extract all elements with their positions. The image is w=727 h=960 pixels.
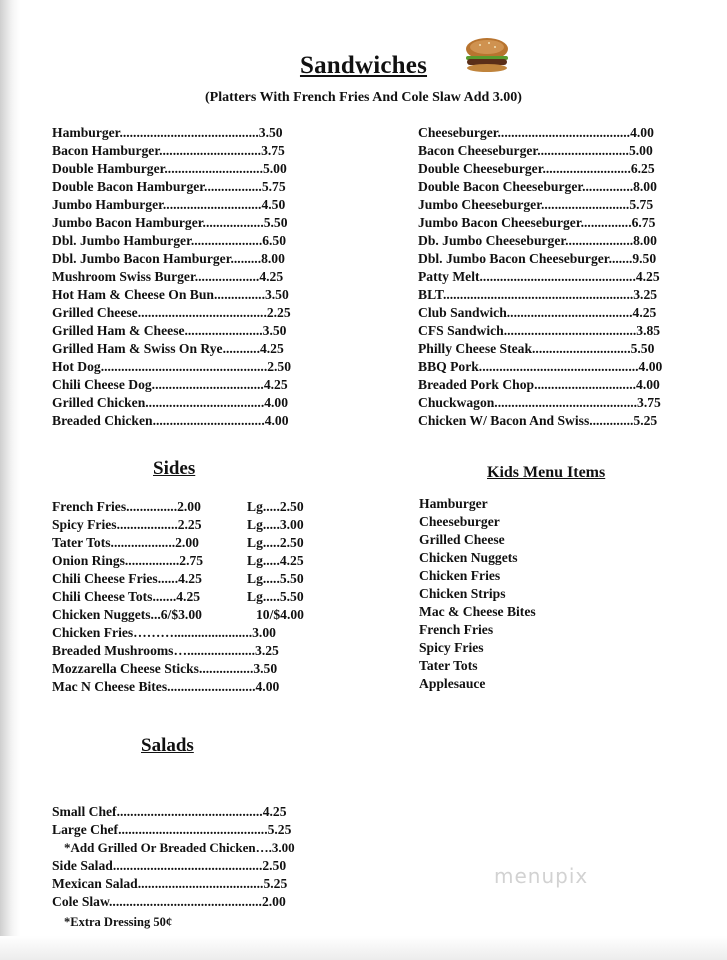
kids-item: Chicken Nuggets [419, 550, 518, 565]
menu-item-chicken-bacon-swiss: Chicken W/ Bacon And Swiss.............5.25 [418, 413, 658, 428]
kids-item: Spicy Fries [419, 640, 484, 655]
kids-item: Chicken Strips [419, 586, 506, 601]
side-item: Onion Rings................2.75 [52, 553, 204, 568]
sandwiches-title: Sandwiches [299, 52, 428, 79]
burger-icon [462, 37, 512, 73]
menu-item-philly-cheese-steak: Philly Cheese Steak.............................5.50 [418, 341, 655, 356]
menu-item-double-bacon-cheeseburger: Double Bacon Cheeseburger...............8.00 [418, 179, 657, 194]
side-item: French Fries...............2.00 [52, 499, 201, 514]
side-item-large: Lg.....5.50 [247, 589, 304, 604]
menu-item-dbl-jumbo-hamburger: Dbl. Jumbo Hamburger.....................6.50 [52, 233, 287, 248]
salad-item-side-salad: Side Salad............................................2.50 [52, 858, 287, 873]
menu-item-grilled-ham-swiss-rye: Grilled Ham & Swiss On Rye...........4.25 [52, 341, 284, 356]
menu-item-grilled-chicken: Grilled Chicken...................................4.00 [52, 395, 289, 410]
kids-item: Applesauce [419, 676, 486, 691]
platter-note: (Platters With French Fries And Cole Slaw Add 3.00) [205, 90, 522, 105]
menu-item-hot-dog: Hot Dog.................................................2.50 [52, 359, 292, 374]
salad-item-small-chef: Small Chef...........................................4.25 [52, 804, 287, 819]
menu-item-club-sandwich: Club Sandwich.....................................4.25 [418, 305, 657, 320]
menu-item-double-bacon-hamburger: Double Bacon Hamburger.................5.75 [52, 179, 286, 194]
kids-menu-heading: Kids Menu Items [487, 464, 606, 481]
kids-item: Chicken Fries [419, 568, 501, 583]
kids-item: French Fries [419, 622, 494, 637]
side-item: Mac N Cheese Bites..........................4.00 [52, 679, 280, 694]
menu-item-jumbo-hamburger: Jumbo Hamburger.............................4.50 [52, 197, 286, 212]
menu-item-double-hamburger: Double Hamburger.............................5.00 [52, 161, 287, 176]
kids-item: Hamburger [419, 496, 488, 511]
menu-item-cheeseburger: Cheeseburger.......................................4.00 [418, 125, 654, 140]
extra-dressing-note: *Extra Dressing 50¢ [64, 915, 173, 929]
side-item: Chicken Fries……….......................3.00 [52, 625, 276, 640]
menu-item-dbl-jumbo-bacon-hamburger: Dbl. Jumbo Bacon Hamburger.........8.00 [52, 251, 285, 266]
salads-heading: Salads [141, 735, 194, 756]
salad-item-mexican-salad: Mexican Salad.....................................5.25 [52, 876, 288, 891]
side-item: Mozzarella Cheese Sticks................3.50 [52, 661, 278, 676]
menu-item-bacon-cheeseburger: Bacon Cheeseburger...........................5.00 [418, 143, 653, 158]
side-item-large: Lg.....2.50 [247, 499, 304, 514]
page-shadow-edge [0, 0, 20, 960]
menu-item-grilled-cheese: Grilled Cheese......................................2.25 [52, 305, 291, 320]
salad-add-chicken-note: *Add Grilled Or Breaded Chicken….3.00 [64, 840, 295, 855]
menu-item-double-cheeseburger: Double Cheeseburger..........................6.25 [418, 161, 655, 176]
salad-item-cole-slaw: Cole Slaw.............................................2.00 [52, 894, 286, 909]
menu-item-jumbo-bacon-cheeseburger: Jumbo Bacon Cheeseburger...............6.75 [418, 215, 656, 230]
menu-item-blt: BLT........................................................3.25 [418, 287, 658, 302]
menu-item-jumbo-cheeseburger: Jumbo Cheeseburger..........................5.75 [418, 197, 654, 212]
menupix-watermark: menupix [494, 864, 589, 888]
menu-item-breaded-pork-chop: Breaded Pork Chop..............................4.00 [418, 377, 660, 392]
page-bottom-shadow [0, 936, 727, 960]
menu-item-breaded-chicken: Breaded Chicken.................................4.00 [52, 413, 289, 428]
side-item: Breaded Mushrooms…....................3.25 [52, 643, 279, 658]
side-item: Spicy Fries..................2.25 [52, 517, 202, 532]
menu-item-patty-melt: Patty Melt..............................................4.25 [418, 269, 660, 284]
menu-item-cfs-sandwich: CFS Sandwich.......................................3.85 [418, 323, 661, 338]
side-item-large: Lg.....5.50 [247, 571, 304, 586]
side-item: Chicken Nuggets...6/$3.00 [52, 607, 202, 622]
menu-item-mushroom-swiss-burger: Mushroom Swiss Burger...................4.25 [52, 269, 284, 284]
kids-item: Cheeseburger [419, 514, 500, 529]
menu-item-db-jumbo-cheeseburger: Db. Jumbo Cheeseburger....................8.00 [418, 233, 657, 248]
sides-heading: Sides [153, 458, 196, 479]
side-item-large: Lg.....2.50 [247, 535, 304, 550]
menu-item-dbl-jumbo-bacon-cheeseburger: Dbl. Jumbo Bacon Cheeseburger.......9.50 [418, 251, 657, 266]
menu-item-chili-cheese-dog: Chili Cheese Dog.................................4.25 [52, 377, 288, 392]
side-item: Chili Cheese Fries......4.25 [52, 571, 202, 586]
salad-item-large-chef: Large Chef............................................5.25 [52, 822, 292, 837]
side-item-large: Lg.....3.00 [247, 517, 304, 532]
menu-item-bacon-hamburger: Bacon Hamburger..............................3.75 [52, 143, 285, 158]
side-item-large: 10/$4.00 [256, 607, 304, 622]
menu-item-hamburger: Hamburger.........................................3.50 [52, 125, 283, 140]
kids-item: Tater Tots [419, 658, 478, 673]
menu-item-hot-ham-cheese: Hot Ham & Cheese On Bun...............3.50 [52, 287, 289, 302]
side-item-large: Lg.....4.25 [247, 553, 304, 568]
side-item: Tater Tots...................2.00 [52, 535, 199, 550]
menu-item-bbq-pork: BBQ Pork...............................................4.00 [418, 359, 663, 374]
kids-item: Grilled Cheese [419, 532, 505, 547]
menu-item-chuckwagon: Chuckwagon..........................................3.75 [418, 395, 661, 410]
kids-item: Mac & Cheese Bites [419, 604, 536, 619]
side-item: Chili Cheese Tots.......4.25 [52, 589, 201, 604]
menu-item-jumbo-bacon-hamburger: Jumbo Bacon Hamburger..................5.50 [52, 215, 288, 230]
menu-item-grilled-ham-cheese: Grilled Ham & Cheese.......................3.50 [52, 323, 287, 338]
